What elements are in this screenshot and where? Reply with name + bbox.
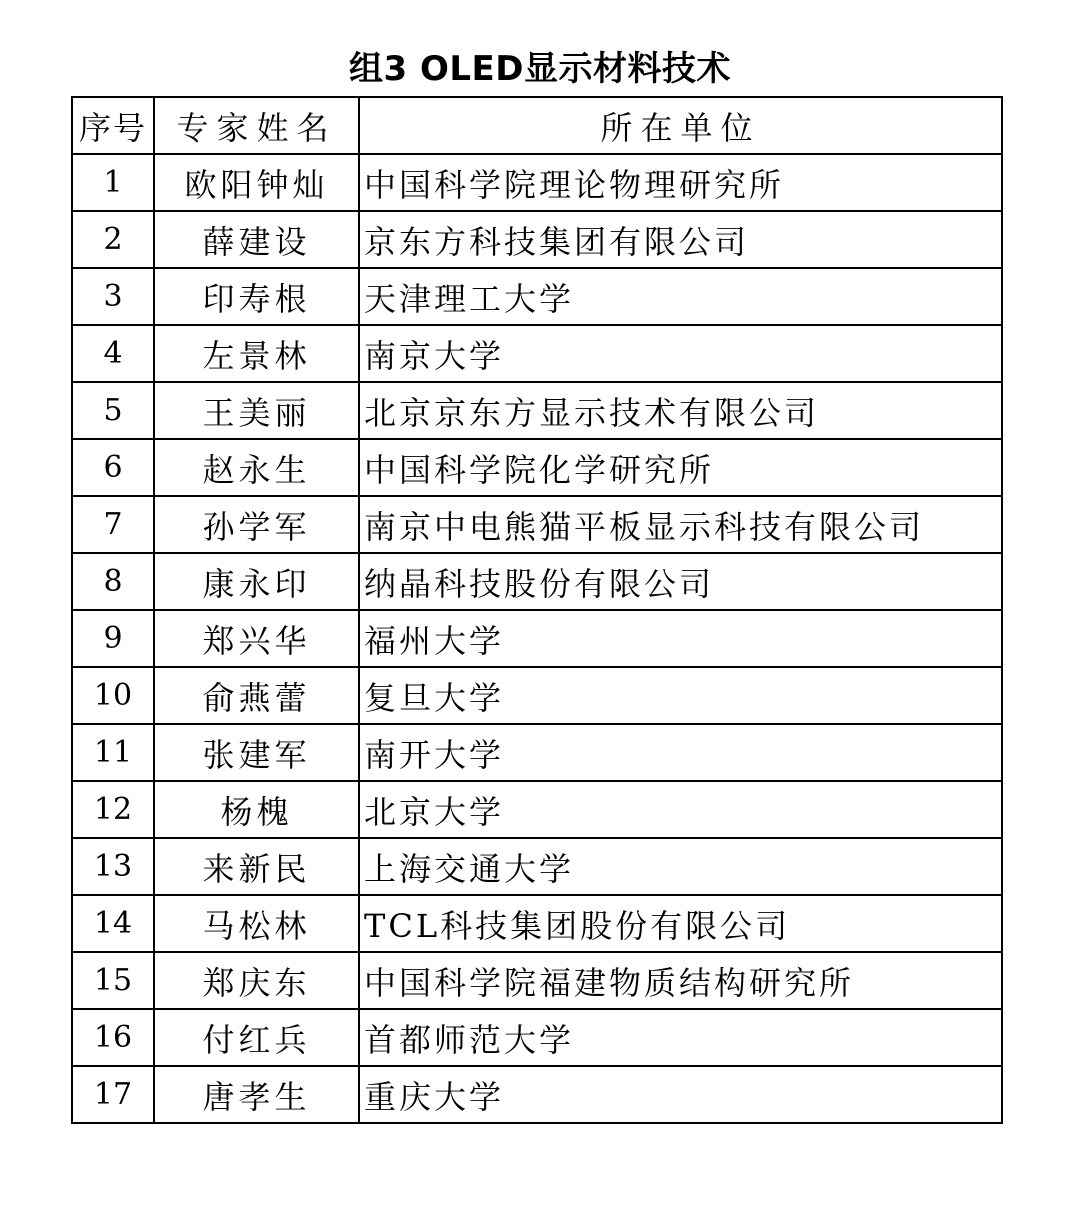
serial-number-cell: 15 xyxy=(72,952,154,1009)
expert-name-cell: 左景林 xyxy=(154,325,359,382)
serial-number-cell: 9 xyxy=(72,610,154,667)
organization-cell: 南京大学 xyxy=(359,325,1002,382)
expert-name-cell: 张建军 xyxy=(154,724,359,781)
page-title: 组3 OLED显示材料技术 xyxy=(348,49,731,89)
organization-cell: 中国科学院福建物质结构研究所 xyxy=(359,952,1002,1009)
organization-cell: 首都师范大学 xyxy=(359,1009,1002,1066)
table-row xyxy=(72,268,1002,325)
expert-name-cell: 付红兵 xyxy=(154,1009,359,1066)
expert-name-cell: 杨槐 xyxy=(154,781,359,838)
expert-name-cell: 郑兴华 xyxy=(154,610,359,667)
expert-name-cell: 赵永生 xyxy=(154,439,359,496)
expert-table xyxy=(71,96,1003,1124)
organization-cell: 纳晶科技股份有限公司 xyxy=(359,553,1002,610)
table-row xyxy=(72,610,1002,667)
header-serial-number: 序号 xyxy=(72,97,154,154)
organization-cell: 中国科学院理论物理研究所 xyxy=(359,154,1002,211)
organization-cell: 南开大学 xyxy=(359,724,1002,781)
serial-number-cell: 8 xyxy=(72,553,154,610)
table-row xyxy=(72,667,1002,724)
serial-number-cell: 5 xyxy=(72,382,154,439)
table-row xyxy=(72,1009,1002,1066)
table-row xyxy=(72,838,1002,895)
table-row xyxy=(72,1066,1002,1123)
expert-name-cell: 郑庆东 xyxy=(154,952,359,1009)
table-row xyxy=(72,325,1002,382)
serial-number-cell: 17 xyxy=(72,1066,154,1123)
serial-number-cell: 2 xyxy=(72,211,154,268)
organization-cell: 重庆大学 xyxy=(359,1066,1002,1123)
expert-name-cell: 俞燕蕾 xyxy=(154,667,359,724)
serial-number-cell: 7 xyxy=(72,496,154,553)
expert-name-cell: 印寿根 xyxy=(154,268,359,325)
table-row xyxy=(72,439,1002,496)
table-row xyxy=(72,895,1002,952)
serial-number-cell: 16 xyxy=(72,1009,154,1066)
expert-name-cell: 康永印 xyxy=(154,553,359,610)
table-row xyxy=(72,952,1002,1009)
serial-number-cell: 1 xyxy=(72,154,154,211)
table-header-row xyxy=(72,97,1002,154)
organization-cell: TCL科技集团股份有限公司 xyxy=(359,895,1002,952)
organization-cell: 天津理工大学 xyxy=(359,268,1002,325)
organization-cell: 北京京东方显示技术有限公司 xyxy=(359,382,1002,439)
serial-number-cell: 13 xyxy=(72,838,154,895)
organization-cell: 复旦大学 xyxy=(359,667,1002,724)
expert-name-cell: 孙学军 xyxy=(154,496,359,553)
expert-name-cell: 欧阳钟灿 xyxy=(154,154,359,211)
organization-cell: 中国科学院化学研究所 xyxy=(359,439,1002,496)
serial-number-cell: 4 xyxy=(72,325,154,382)
organization-cell: 京东方科技集团有限公司 xyxy=(359,211,1002,268)
serial-number-cell: 11 xyxy=(72,724,154,781)
table-row xyxy=(72,211,1002,268)
header-organization: 所在单位 xyxy=(359,97,1002,154)
table-row xyxy=(72,382,1002,439)
expert-name-cell: 薛建设 xyxy=(154,211,359,268)
expert-name-cell: 王美丽 xyxy=(154,382,359,439)
expert-name-cell: 唐孝生 xyxy=(154,1066,359,1123)
serial-number-cell: 12 xyxy=(72,781,154,838)
organization-cell: 北京大学 xyxy=(359,781,1002,838)
table-row xyxy=(72,553,1002,610)
table-row xyxy=(72,781,1002,838)
serial-number-cell: 3 xyxy=(72,268,154,325)
expert-name-cell: 来新民 xyxy=(154,838,359,895)
organization-cell: 上海交通大学 xyxy=(359,838,1002,895)
serial-number-cell: 6 xyxy=(72,439,154,496)
table-row xyxy=(72,496,1002,553)
table-row xyxy=(72,724,1002,781)
table-row xyxy=(72,154,1002,211)
organization-cell: 南京中电熊猫平板显示科技有限公司 xyxy=(359,496,1002,553)
organization-cell: 福州大学 xyxy=(359,610,1002,667)
serial-number-cell: 14 xyxy=(72,895,154,952)
expert-name-cell: 马松林 xyxy=(154,895,359,952)
header-expert-name: 专家姓名 xyxy=(154,97,359,154)
serial-number-cell: 10 xyxy=(72,667,154,724)
